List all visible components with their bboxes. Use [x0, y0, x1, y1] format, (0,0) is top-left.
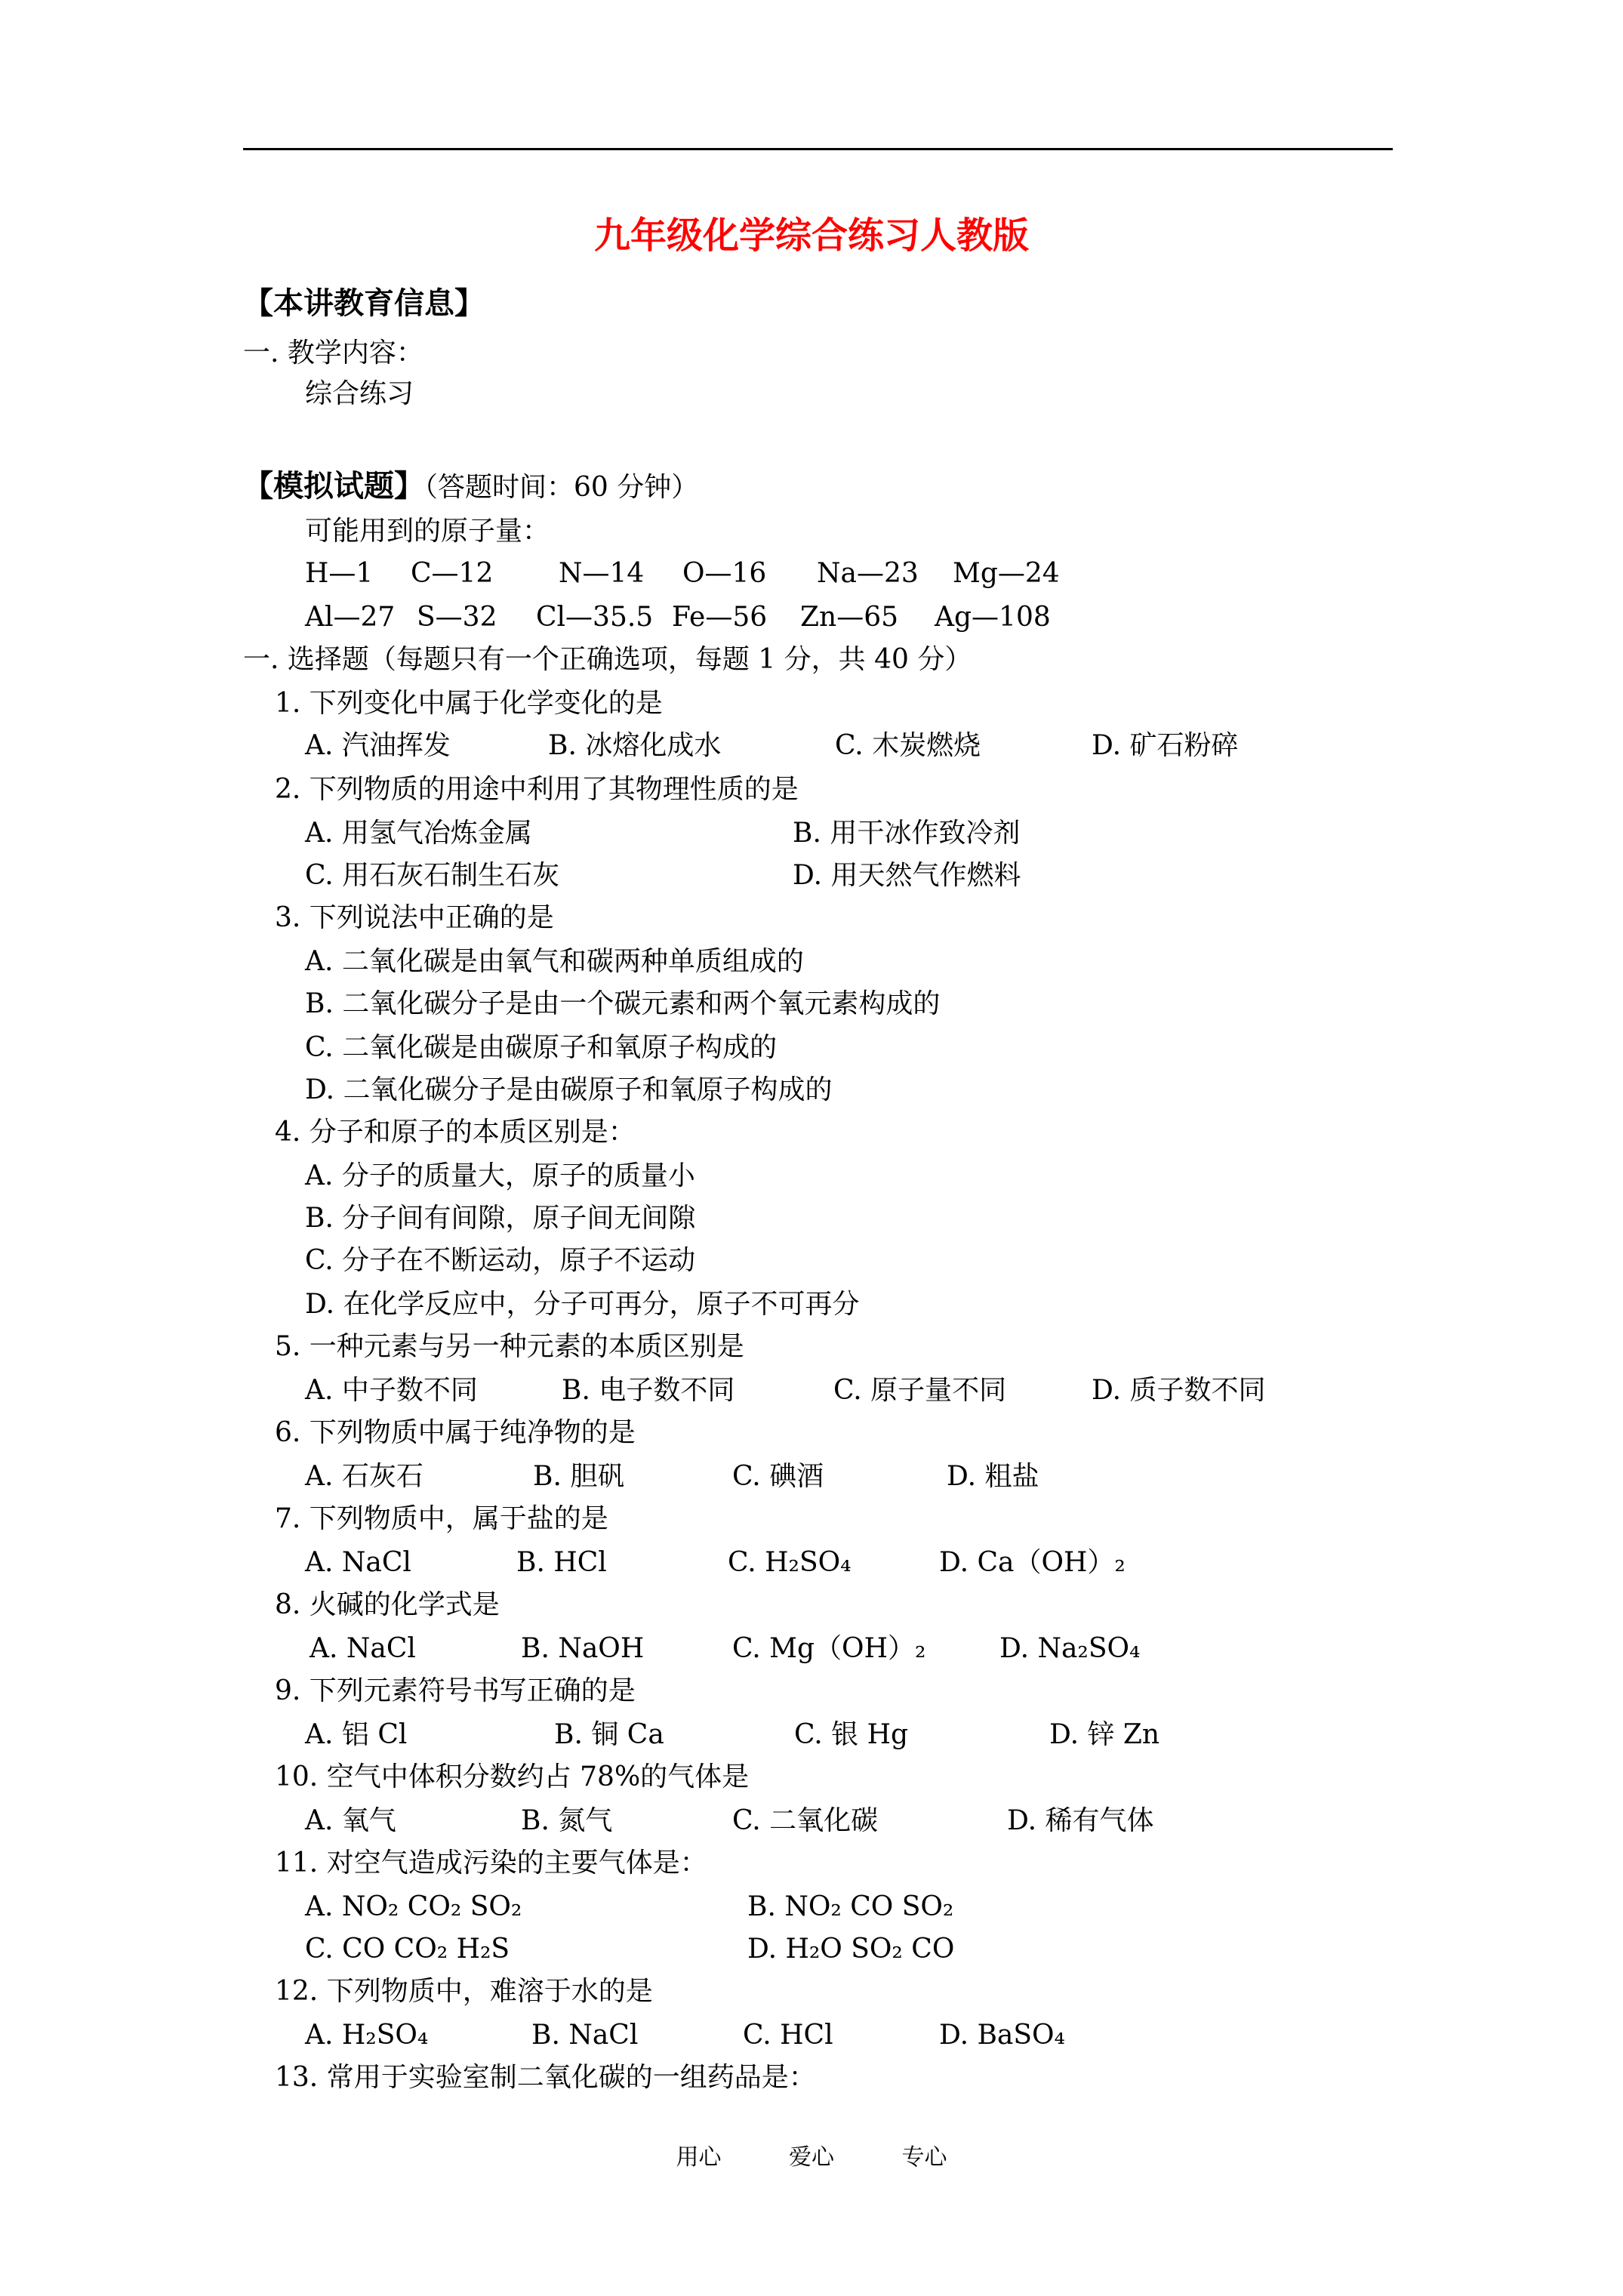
atomic-mass: Fe—56	[672, 602, 768, 633]
option: A. 中子数不同	[305, 1375, 478, 1406]
atomic-mass: Al—27	[305, 602, 396, 633]
option: B. 冰熔化成水	[548, 730, 722, 761]
option: A. NaCl	[305, 1547, 411, 1578]
sim-header: 【模拟试题】	[243, 468, 424, 504]
question-stem: 10. 空气中体积分数约占 78%的气体是	[275, 1761, 750, 1792]
option: C. H₂SO₄	[728, 1547, 852, 1578]
question-stem: 8. 火碱的化学式是	[275, 1589, 500, 1620]
option: D. Na₂SO₄	[999, 1633, 1141, 1664]
question-stem: 4. 分子和原子的本质区别是：	[275, 1117, 636, 1148]
atomic-mass: C—12	[411, 558, 494, 589]
atomic-mass: S—32	[417, 602, 497, 633]
option: C. 银 Hg	[794, 1719, 909, 1750]
question-stem: 7. 下列物质中，属于盐的是	[275, 1503, 608, 1534]
sim-heading	[243, 468, 698, 504]
atomic-label: 可能用到的原子量：	[305, 516, 550, 547]
option: B. NO₂ CO SO₂	[747, 1891, 954, 1922]
atomic-mass: Cl—35.5	[536, 602, 654, 633]
option: C. CO CO₂ H₂S	[305, 1934, 510, 1965]
option: C. 二氧化碳	[732, 1805, 879, 1836]
question-stem: 11. 对空气造成污染的主要气体是：	[275, 1848, 707, 1878]
question-stem: 1. 下列变化中属于化学变化的是	[275, 688, 663, 719]
option: B. NaCl	[531, 2020, 639, 2051]
option: A. H₂SO₄	[305, 2020, 429, 2051]
question-stem: 9. 下列元素符号书写正确的是	[275, 1675, 636, 1706]
option: A. NaCl	[310, 1633, 416, 1664]
option: B. 二氧化碳分子是由一个碳元素和两个氧元素构成的	[305, 988, 941, 1019]
atomic-mass: Ag—108	[935, 602, 1051, 633]
option: C. 原子量不同	[833, 1375, 1007, 1406]
option: D. 二氧化碳分子是由碳原子和氧原子构成的	[305, 1074, 833, 1105]
option: A. 铝 Cl	[305, 1719, 408, 1750]
question-stem: 5. 一种元素与另一种元素的本质区别是	[275, 1331, 744, 1362]
option: D. 矿石粉碎	[1092, 730, 1239, 761]
question-stem: 3. 下列说法中正确的是	[275, 902, 554, 933]
content-label: 一. 教学内容：	[243, 337, 423, 368]
question-stem: 6. 下列物质中属于纯净物的是	[275, 1417, 636, 1448]
option: B. HCl	[516, 1547, 607, 1578]
option: C. 用石灰石制生石灰	[305, 860, 560, 891]
question-stem: 13. 常用于实验室制二氧化碳的一组药品是：	[275, 2062, 816, 2093]
option: D. 稀有气体	[1007, 1805, 1154, 1836]
option: B. 氮气	[521, 1805, 613, 1836]
page-title: 九年级化学综合练习人教版	[593, 214, 1029, 257]
option: C. 分子在不断运动，原子不运动	[305, 1245, 696, 1276]
section-heading: 一. 选择题（每题只有一个正确选项，每题 1 分，共 40 分）	[243, 644, 972, 675]
atomic-mass: Mg—24	[953, 558, 1060, 589]
option: B. 铜 Ca	[554, 1719, 664, 1750]
option: C. 二氧化碳是由碳原子和氧原子构成的	[305, 1032, 778, 1063]
question-stem: 12. 下列物质中，难溶于水的是	[275, 1976, 653, 2007]
atomic-mass: Zn—65	[800, 602, 899, 633]
atomic-mass: N—14	[559, 558, 645, 589]
atomic-mass: O—16	[682, 558, 767, 589]
option: D. H₂O SO₂ CO	[747, 1934, 955, 1965]
option: B. 分子间有间隙，原子间无间隙	[305, 1203, 696, 1234]
option: C. 碘酒	[732, 1461, 824, 1492]
option: D. 用天然气作燃料	[793, 860, 1021, 891]
question-stem: 2. 下列物质的用途中利用了其物理性质的是	[275, 774, 799, 805]
page-footer: 用心 爱心 专心	[676, 2144, 947, 2171]
content-value: 综合练习	[305, 378, 414, 409]
option: A. 分子的质量大，原子的质量小	[305, 1160, 695, 1191]
option: B. 用干冰作致冷剂	[793, 818, 1021, 849]
option: B. NaOH	[521, 1633, 645, 1664]
option: C. HCl	[743, 2020, 833, 2051]
sim-time: （答题时间：60 分钟）	[424, 472, 699, 503]
option: D. 在化学反应中，分子可再分，原子不可再分	[305, 1289, 860, 1320]
atomic-mass: H—1	[305, 558, 374, 589]
option: D. 质子数不同	[1092, 1375, 1266, 1406]
option: B. 胆矾	[533, 1461, 625, 1492]
option: D. 锌 Zn	[1049, 1719, 1160, 1750]
header-rule	[243, 148, 1393, 150]
option: D. 粗盐	[947, 1461, 1039, 1492]
info-header: 【本讲教育信息】	[243, 285, 485, 321]
option: D. Ca（OH）₂	[939, 1547, 1126, 1578]
option: A. 汽油挥发	[305, 730, 451, 761]
option: A. 氧气	[305, 1805, 396, 1836]
option: B. 电子数不同	[562, 1375, 735, 1406]
option: A. 二氧化碳是由氧气和碳两种单质组成的	[305, 946, 804, 977]
atomic-mass: Na—23	[817, 558, 919, 589]
option: D. BaSO₄	[939, 2020, 1065, 2051]
option: C. 木炭燃烧	[835, 730, 981, 761]
option: A. 石灰石	[305, 1461, 423, 1492]
option: C. Mg（OH）₂	[732, 1633, 926, 1664]
option: A. 用氢气冶炼金属	[305, 818, 532, 849]
option: A. NO₂ CO₂ SO₂	[305, 1891, 522, 1922]
